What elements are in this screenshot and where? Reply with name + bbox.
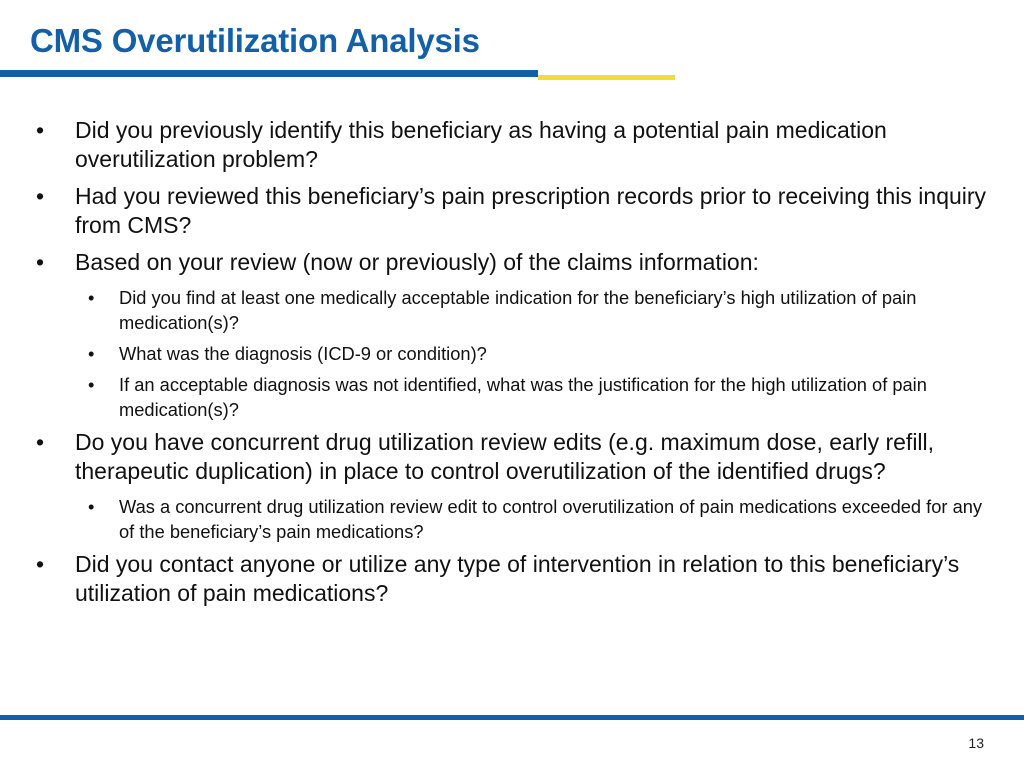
bullet-text: Based on your review (now or previously) of the claims information:: [75, 249, 759, 275]
bullet-text: Do you have concurrent drug utilization review edits (e.g. maximum dose, early refill, therapeutic duplication) in place to control overutilization of the identified drugs?: [75, 429, 935, 484]
footer-rule: [0, 715, 1024, 720]
sub-bullet-item: [34, 372, 994, 422]
sub-bullet-item: [34, 494, 994, 544]
bullet-text: Did you contact anyone or utilize any type of intervention in relation to this beneficiary’s utilization of pain medications?: [75, 551, 960, 606]
sub-bullet-marker: •: [88, 343, 95, 364]
bullet-text: Had you reviewed this beneficiary’s pain prescription records prior to receiving this inquiry from CMS?: [75, 183, 987, 238]
sub-bullet-marker: •: [88, 287, 95, 308]
bullet-marker: •: [36, 551, 45, 577]
bullet-marker: •: [36, 429, 45, 455]
bullet-item: [34, 248, 994, 277]
sub-bullet-item: [34, 341, 994, 366]
title-rule-blue: [0, 70, 538, 77]
bullet-item: [34, 428, 994, 486]
bullet-item: [34, 550, 994, 608]
sub-bullet-marker: •: [88, 496, 95, 517]
bullet-list: [34, 116, 994, 616]
page-number: 13: [968, 735, 984, 751]
bullet-item: [34, 116, 994, 174]
bullet-marker: •: [36, 249, 45, 275]
sub-bullet-text: What was the diagnosis (ICD-9 or condition)?: [119, 343, 487, 364]
sub-bullet-text: If an acceptable diagnosis was not identified, what was the justification for the high utilization of pain medication(s)?: [119, 374, 927, 420]
bullet-text: Did you previously identify this beneficiary as having a potential pain medication overutilization problem?: [75, 117, 887, 172]
sub-bullet-text: Did you find at least one medically acceptable indication for the beneficiary’s high utilization of pain medication(s)?: [119, 287, 917, 333]
slide-title: CMS Overutilization Analysis: [30, 22, 480, 59]
bullet-marker: •: [36, 117, 45, 143]
title-rule-yellow: [538, 75, 675, 80]
sub-bullet-item: [34, 285, 994, 335]
sub-bullet-marker: •: [88, 374, 95, 395]
bullet-marker: •: [36, 183, 45, 209]
bullet-item: [34, 182, 994, 240]
sub-bullet-text: Was a concurrent drug utilization review edit to control overutilization of pain medications exceeded for any of the beneficiary’s pain medications?: [119, 496, 983, 542]
